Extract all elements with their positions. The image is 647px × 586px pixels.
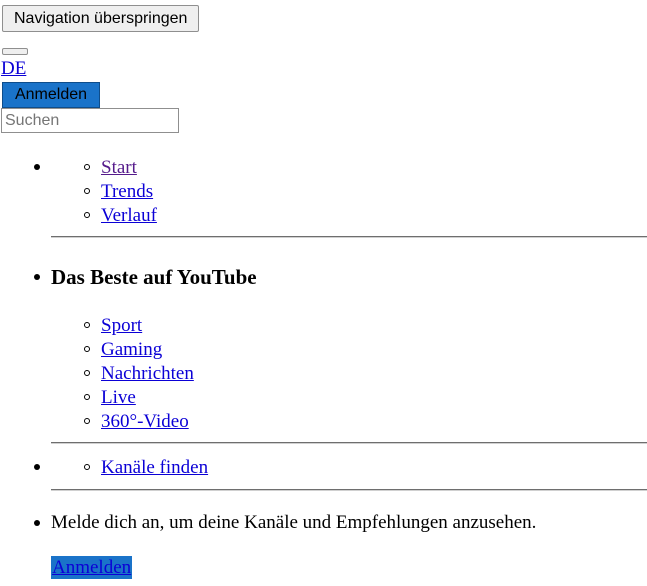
divider bbox=[51, 489, 647, 491]
nav-item-history[interactable]: Verlauf bbox=[101, 205, 157, 226]
nav-item-360-video[interactable]: 360°-Video bbox=[101, 411, 189, 432]
divider bbox=[51, 236, 647, 238]
sign-in-link[interactable]: Anmelden bbox=[52, 557, 132, 578]
list-bullet bbox=[34, 164, 40, 170]
nav-item-sport[interactable]: Sport bbox=[101, 315, 143, 336]
list-circle bbox=[84, 418, 90, 424]
list-bullet bbox=[34, 464, 40, 470]
list-circle bbox=[84, 370, 90, 376]
list-circle bbox=[84, 346, 90, 352]
list-bullet bbox=[34, 520, 40, 526]
divider bbox=[51, 442, 647, 444]
search-input[interactable] bbox=[1, 108, 179, 133]
list-circle bbox=[84, 164, 90, 170]
nav-item-start[interactable]: Start bbox=[101, 157, 137, 178]
list-circle bbox=[84, 212, 90, 218]
list-circle bbox=[84, 394, 90, 400]
language-link[interactable]: DE bbox=[1, 58, 27, 79]
nav-item-trends[interactable]: Trends bbox=[101, 181, 154, 202]
list-bullet bbox=[34, 274, 40, 280]
sign-in-note: Melde dich an, um deine Kanäle und Empfehlungen anzusehen. bbox=[51, 512, 537, 533]
sign-in-button[interactable]: Anmelden bbox=[2, 82, 100, 108]
nav-item-news[interactable]: Nachrichten bbox=[101, 363, 194, 384]
guide-menu-button[interactable] bbox=[2, 48, 28, 55]
list-circle bbox=[84, 464, 90, 470]
nav-item-find-channels[interactable]: Kanäle finden bbox=[101, 457, 209, 478]
section-title-best: Das Beste auf YouTube bbox=[51, 265, 257, 289]
list-circle bbox=[84, 322, 90, 328]
skip-navigation-button[interactable]: Navigation überspringen bbox=[2, 5, 199, 32]
list-circle bbox=[84, 188, 90, 194]
nav-item-live[interactable]: Live bbox=[101, 387, 136, 408]
nav-item-gaming[interactable]: Gaming bbox=[101, 339, 163, 360]
